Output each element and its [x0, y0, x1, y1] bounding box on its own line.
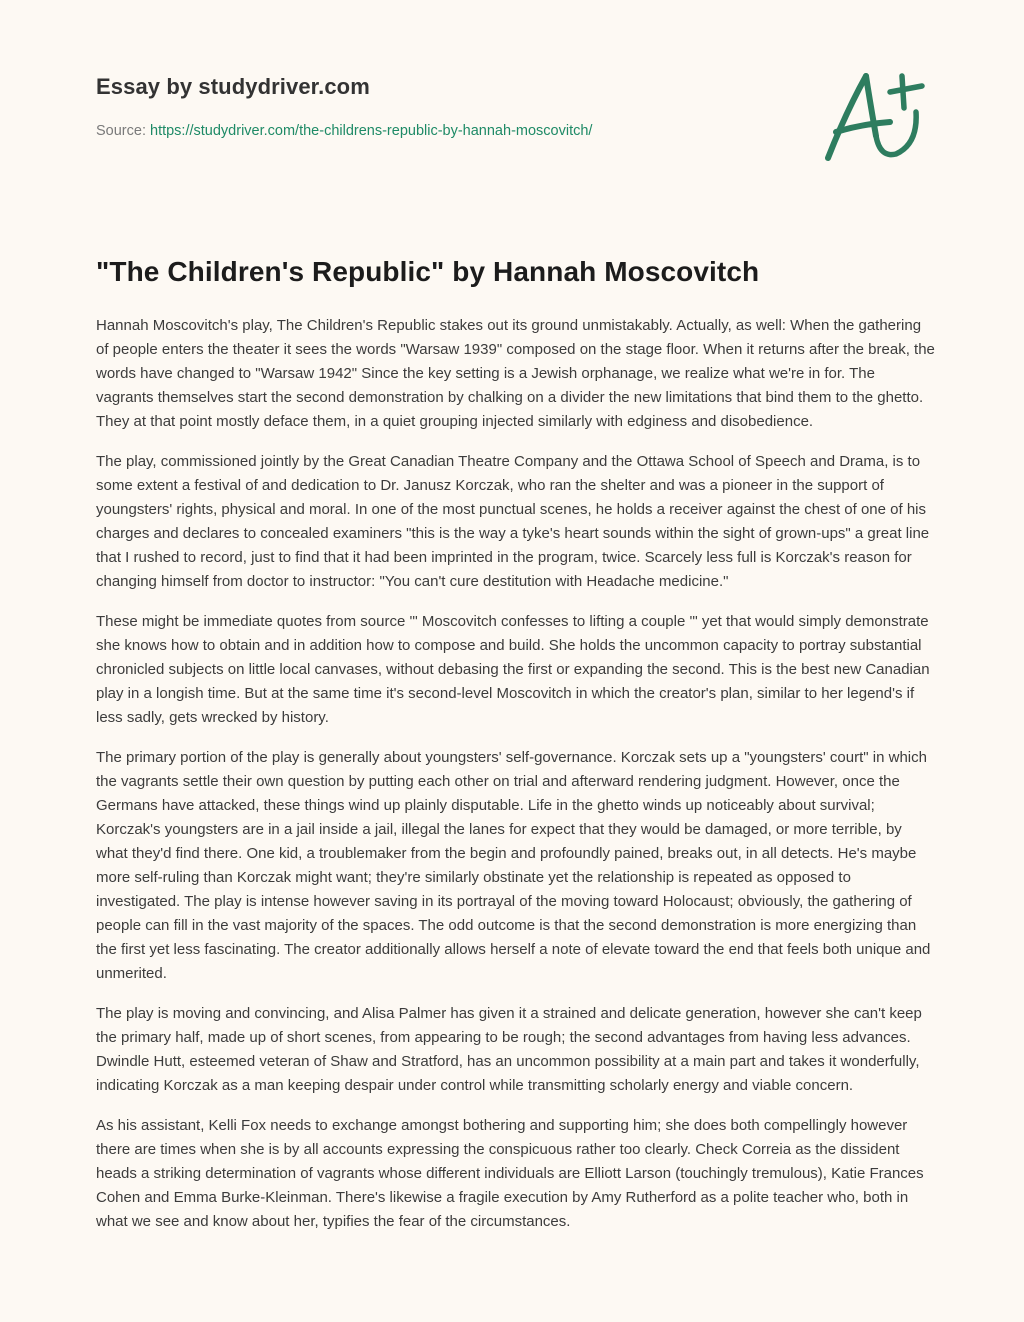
paragraph: These might be immediate quotes from source '" Moscovitch confesses to lifting a couple '" yet that would simply demonstrate she knows how to obtain and in addition how to compose and build. She holds the uncommon capacity to portray substantial chronicled subjects on little local canvases, without debasing the first or expanding the second. This is the best new Canadian play in a longish time. But at the same time it's second-level Moscovitch in which the creator's plan, similar to her legend's if less sadly, gets wrecked by history.	[96, 613, 930, 726]
source-line	[96, 123, 592, 139]
article-body	[96, 314, 936, 1250]
paragraph: As his assistant, Kelli Fox needs to exchange amongst bothering and supporting him; she does both compellingly however there are times when she is by all accounts expressing the conspicuous rather too clearly. Check Correia as the dissident heads a striking determination of vagrants whose different individuals are Elliott Larson (touchingly tremulous), Katie Frances Cohen and Emma Burke-Kleinman. There's likewise a fragile execution by Amy Rutherford as a polite teacher who, both in what we see and know about her, typifies the fear of the circumstances.	[96, 1117, 924, 1230]
paragraph: The play is moving and convincing, and Alisa Palmer has given it a strained and delicate generation, however she can't keep the primary half, made up of short scenes, from appearing to be rough; the second advantages from having less advances. Dwindle Hutt, esteemed veteran of Shaw and Stratford, has an uncommon possibility at a main part and takes it wonderfully, indicating Korczak as a man keeping despair under control while transmitting scholarly energy and viable concern.	[96, 1005, 922, 1094]
paragraph: The primary portion of the play is generally about youngsters' self-governance. Korczak sets up a "youngsters' court" in which the vagrants settle their own question by putting each other on trial and afterward rendering judgment. However, once the Germans have attacked, these things wind up plainly disputable. Life in the ghetto winds up noticeably about survival; Korczak's youngsters are in a jail inside a jail, illegal the lanes for expect that they would be damaged, or more terrible, by what they'd find there. One kid, a troublemaker from the begin and profoundly pained, breaks out, in all detects. He's maybe more self-ruling than Korczak might want; they're similarly obstinate yet the relationship is repeated as opposed to investigated. The play is intense however saving in its portrayal of the moving toward Holocaust; obviously, the gathering of people can fill in the vast majority of the spaces. The odd outcome is that the second demonstration is more energizing than the first yet less fascinating. The creator additionally allows herself a note of elevate toward the end that feels both unique and unmerited.	[96, 749, 931, 982]
source-link[interactable]: https://studydriver.com/the-childrens-republic-by-hannah-moscovitch/	[150, 123, 593, 139]
a-plus-grade-icon	[818, 62, 938, 172]
paragraph: Hannah Moscovitch's play, The Children's Republic stakes out its ground unmistakably. Actually, as well: When the gathering of people enters the theater it sees the words "Warsaw 1939" composed on the stage floor. When it returns after the break, the words have changed to "Warsaw 1942" Since the key setting is a Jewish orphanage, we realize what we're in for. The vagrants themselves start the second demonstration by chalking on a divider the new limitations that bind them to the ghetto. They at that point mostly deface them, in a quiet grouping injected similarly with edginess and disobedience.	[96, 317, 935, 430]
article-title: "The Children's Republic" by Hannah Moscovitch	[96, 256, 760, 287]
paragraph: The play, commissioned jointly by the Great Canadian Theatre Company and the Ottawa School of Speech and Drama, is to some extent a festival of and dedication to Dr. Janusz Korczak, who ran the shelter and was a pioneer in the support of youngsters' rights, physical and moral. In one of the most punctual scenes, he holds a receiver against the chest of one of his charges and declares to concealed examiners "this is the way a tyke's heart sounds within the sight of grown-ups" a great line that I rushed to record, just to find that it had been imprinted in the program, twice. Scarcely less full is Korczak's reason for changing himself from doctor to instructor: "You can't cure destitution with Headache medicine."	[96, 453, 930, 590]
site-brand: Essay by studydriver.com	[96, 74, 370, 99]
source-label: Source:	[96, 123, 150, 139]
